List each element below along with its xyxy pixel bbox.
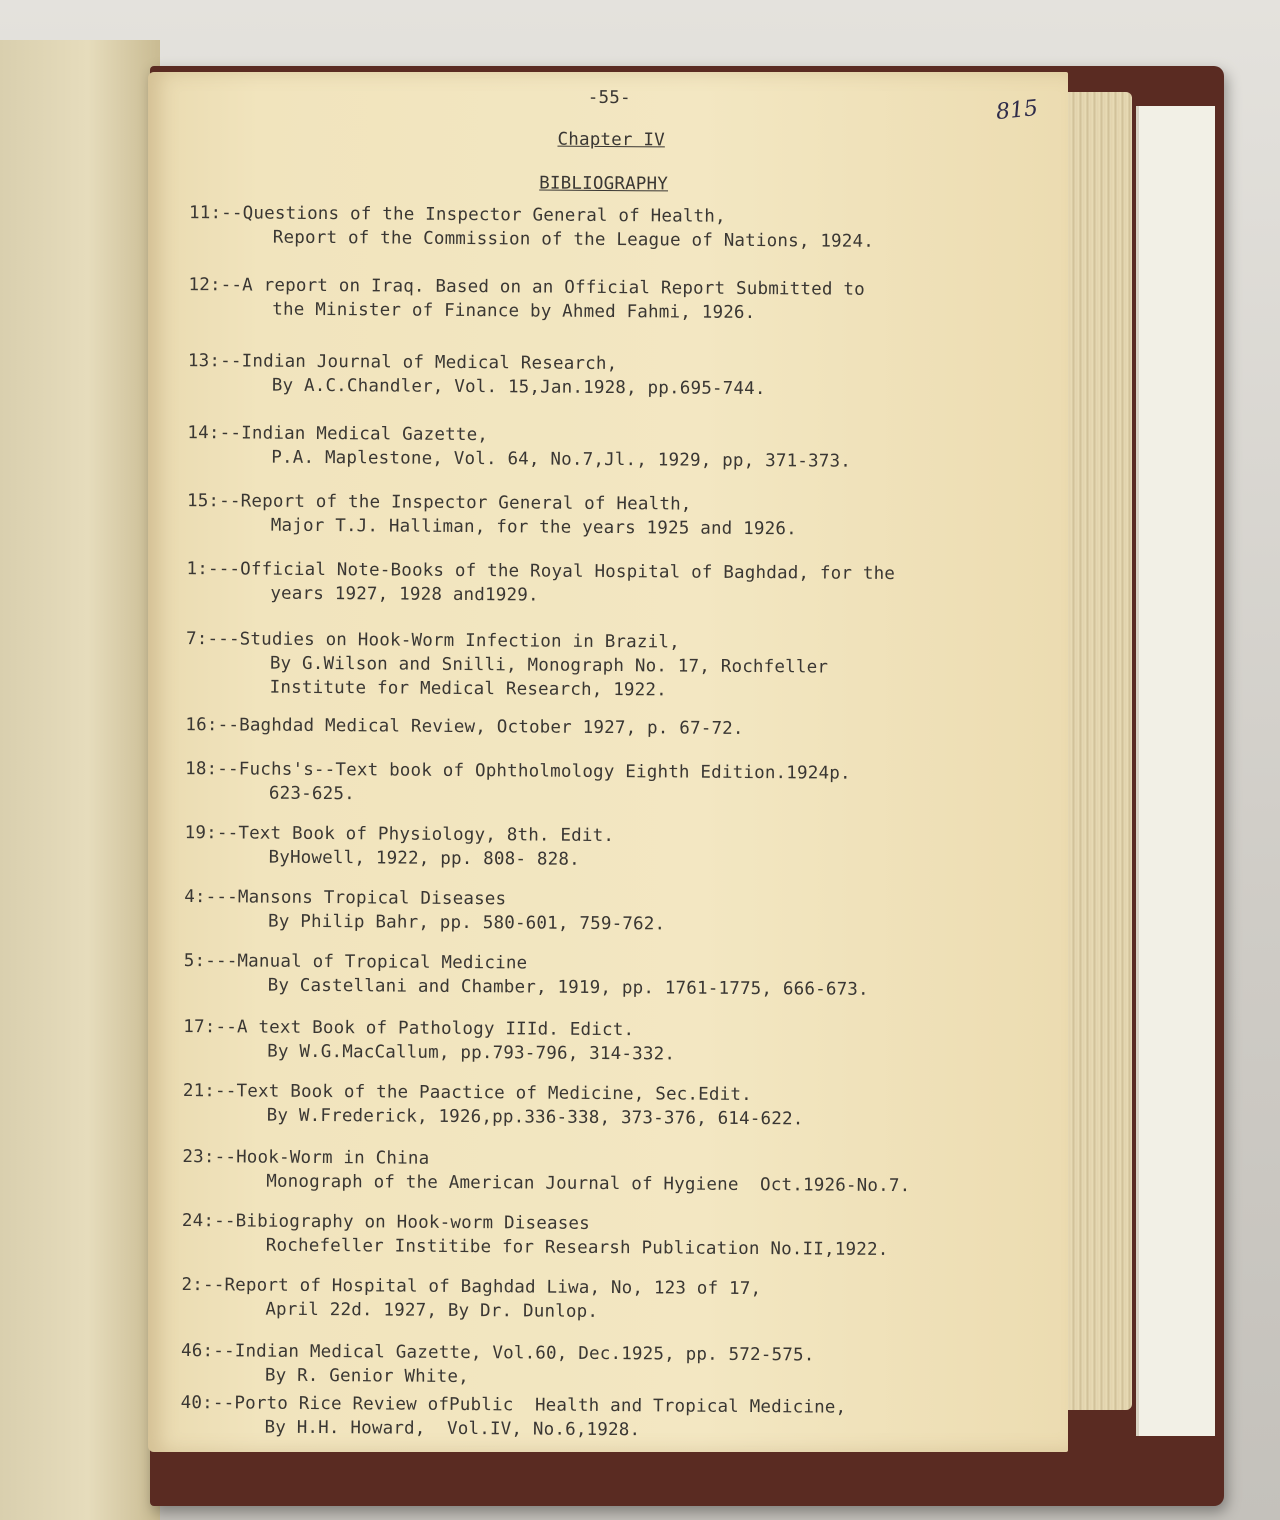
- entry-number: 13:--: [187, 351, 242, 372]
- bibliography-entry: [184, 949, 870, 1002]
- entry-number: 17:--: [183, 1017, 238, 1038]
- entry-number: 7:---: [185, 629, 240, 650]
- entry-detail: the Minister of Finance by Ahmed Fahmi, 1926.: [272, 299, 756, 324]
- bibliography-entry: [186, 627, 829, 703]
- entry-number: 24:--: [181, 1211, 236, 1232]
- left-page: [0, 40, 160, 1520]
- entry-number: 23:--: [182, 1147, 237, 1168]
- entry-detail: By H.H. Howard, Vol.IV, No.6,1928.: [264, 1417, 641, 1441]
- bibliography-entry: [182, 1209, 889, 1262]
- typed-text: [138, 69, 1068, 1455]
- bibliography-entry: [187, 489, 797, 541]
- entry-number: 16:--: [185, 715, 240, 736]
- entry-number: 4:---: [184, 887, 238, 908]
- entry-title: A report on Iraq. Based on an Official Report Submitted to: [242, 275, 865, 300]
- entry-detail: By W.G.MacCallum, pp.793-796, 314-332.: [267, 1041, 676, 1065]
- entry-number: 21:--: [182, 1081, 237, 1102]
- bibliography-entry: [189, 201, 875, 254]
- bibliography-entry: [184, 885, 666, 936]
- page-number: -55-: [587, 87, 631, 109]
- bibliography-entry: [183, 1015, 675, 1066]
- entry-title: Indian Journal of Medical Research,: [241, 351, 618, 375]
- entry-title: Fuchs's--Text book of Ophtholmology Eighth Edition.1924p.: [238, 759, 851, 784]
- bibliography-entry: [184, 821, 614, 872]
- entry-detail: Monograph of the American Journal of Hygiene Oct.1926-No.7.: [266, 1171, 911, 1197]
- entry-number: 18:--: [185, 759, 239, 780]
- entry-title: Porto Rice Review ofPublic Health and Tropical Medicine,: [234, 1393, 847, 1418]
- entry-title: Mansons Tropical Diseases: [237, 887, 507, 910]
- entry-detail: years 1927, 1928 and1929.: [270, 583, 539, 606]
- entry-title: Questions of the Inspector General of Health,: [242, 203, 726, 227]
- entry-number: 1:---: [186, 559, 241, 580]
- entry-title: Indian Medical Gazette, Vol.60, Dec.1925, pp. 572-575.: [234, 1341, 815, 1366]
- entry-detail: By G.Wilson and Snilli, Monograph No. 17, Rochfeller: [269, 653, 829, 678]
- entry-number: 40:--: [180, 1393, 235, 1414]
- entry-detail: Major T.J. Halliman, for the years 1925 and 1926.: [270, 515, 797, 540]
- entry-title: A text Book of Pathology IIId. Edict.: [236, 1017, 635, 1041]
- entry-detail: April 22d. 1927, By Dr. Dunlop.: [265, 1299, 599, 1322]
- entry-detail: By Castellani and Chamber, 1919, pp. 1761-1775, 666-673.: [267, 975, 869, 1000]
- entry-number: 12:--: [188, 275, 243, 296]
- bibliography-entry: [181, 1273, 761, 1325]
- entry-title: Manual of Tropical Medicine: [237, 951, 528, 974]
- chapter-title: Chapter IV: [557, 129, 665, 151]
- entry-number: 19:--: [184, 823, 239, 844]
- entry-number: 15:--: [186, 491, 241, 512]
- entry-detail: 623-625.: [268, 783, 355, 805]
- bibliography-entry: [187, 421, 851, 474]
- bibliography-entry: [185, 757, 851, 810]
- section-heading: BIBLIOGRAPHY: [539, 173, 669, 195]
- handwritten-number: 815: [994, 95, 1040, 126]
- entry-detail: By W.Frederick, 1926,pp.336-338, 373-376, 614-622.: [266, 1105, 804, 1130]
- entry-title: Baghdad Medical Review, October 1927, p. 67-72.: [239, 715, 744, 739]
- document-page: [148, 72, 1068, 1452]
- entry-detail: By A.C.Chandler, Vol. 15,Jan.1928, pp.695-744.: [271, 375, 766, 400]
- entry-title: Indian Medical Gazette,: [241, 423, 489, 446]
- bibliography-entry: [182, 1145, 910, 1198]
- cover-endpaper: [1136, 106, 1215, 1436]
- entry-number: 2:--: [181, 1275, 225, 1296]
- bibliography-entry: [185, 713, 743, 741]
- entry-title: Studies on Hook-Worm Infection in Brazil,: [239, 629, 680, 653]
- entry-title: Report of the Inspector General of Health,: [240, 491, 692, 515]
- entry-detail-line2: Institute for Medical Research, 1922.: [269, 677, 667, 701]
- entry-detail: Rochefeller Institibe for Researsh Publication No.II,1922.: [265, 1235, 889, 1260]
- entry-detail: By R. Genior White,: [264, 1365, 469, 1388]
- entry-number: 46:--: [180, 1341, 235, 1362]
- bibliography-entry: [181, 1339, 815, 1391]
- entry-detail: Report of the Commission of the League of Nations, 1924.: [272, 227, 875, 252]
- page-edges: [1062, 92, 1132, 1410]
- bibliography-entry: [180, 1391, 846, 1444]
- bibliography-entry: [186, 557, 895, 610]
- entry-detail: ByHowell, 1922, pp. 808- 828.: [268, 847, 580, 870]
- entry-detail: P.A. Maplestone, Vol. 64, No.7,Jl., 1929, pp, 371-373.: [271, 447, 852, 472]
- entry-number: 11:--: [188, 203, 243, 224]
- bibliography-entry: [183, 1079, 804, 1131]
- entry-title: Official Note-Books of the Royal Hospital of Baghdad, for the: [240, 559, 896, 585]
- entry-detail: By Philip Bahr, pp. 580-601, 759-762.: [267, 911, 666, 935]
- bibliography-entry: [188, 349, 766, 401]
- bibliography-entry: [188, 273, 865, 326]
- entry-title: Text Book of the Paactice of Medicine, Sec.Edit.: [236, 1081, 752, 1106]
- entry-title: Text Book of Physiology, 8th. Edit.: [238, 823, 615, 847]
- entry-title: Bibiography on Hook-worm Diseases: [235, 1211, 591, 1234]
- entry-title: Report of Hospital of Baghdad Liwa, No, 123 of 17,: [224, 1275, 762, 1300]
- entry-number: 5:---: [183, 951, 238, 972]
- entry-title: Hook-Worm in China: [236, 1147, 430, 1169]
- entry-number: 14:--: [187, 423, 242, 444]
